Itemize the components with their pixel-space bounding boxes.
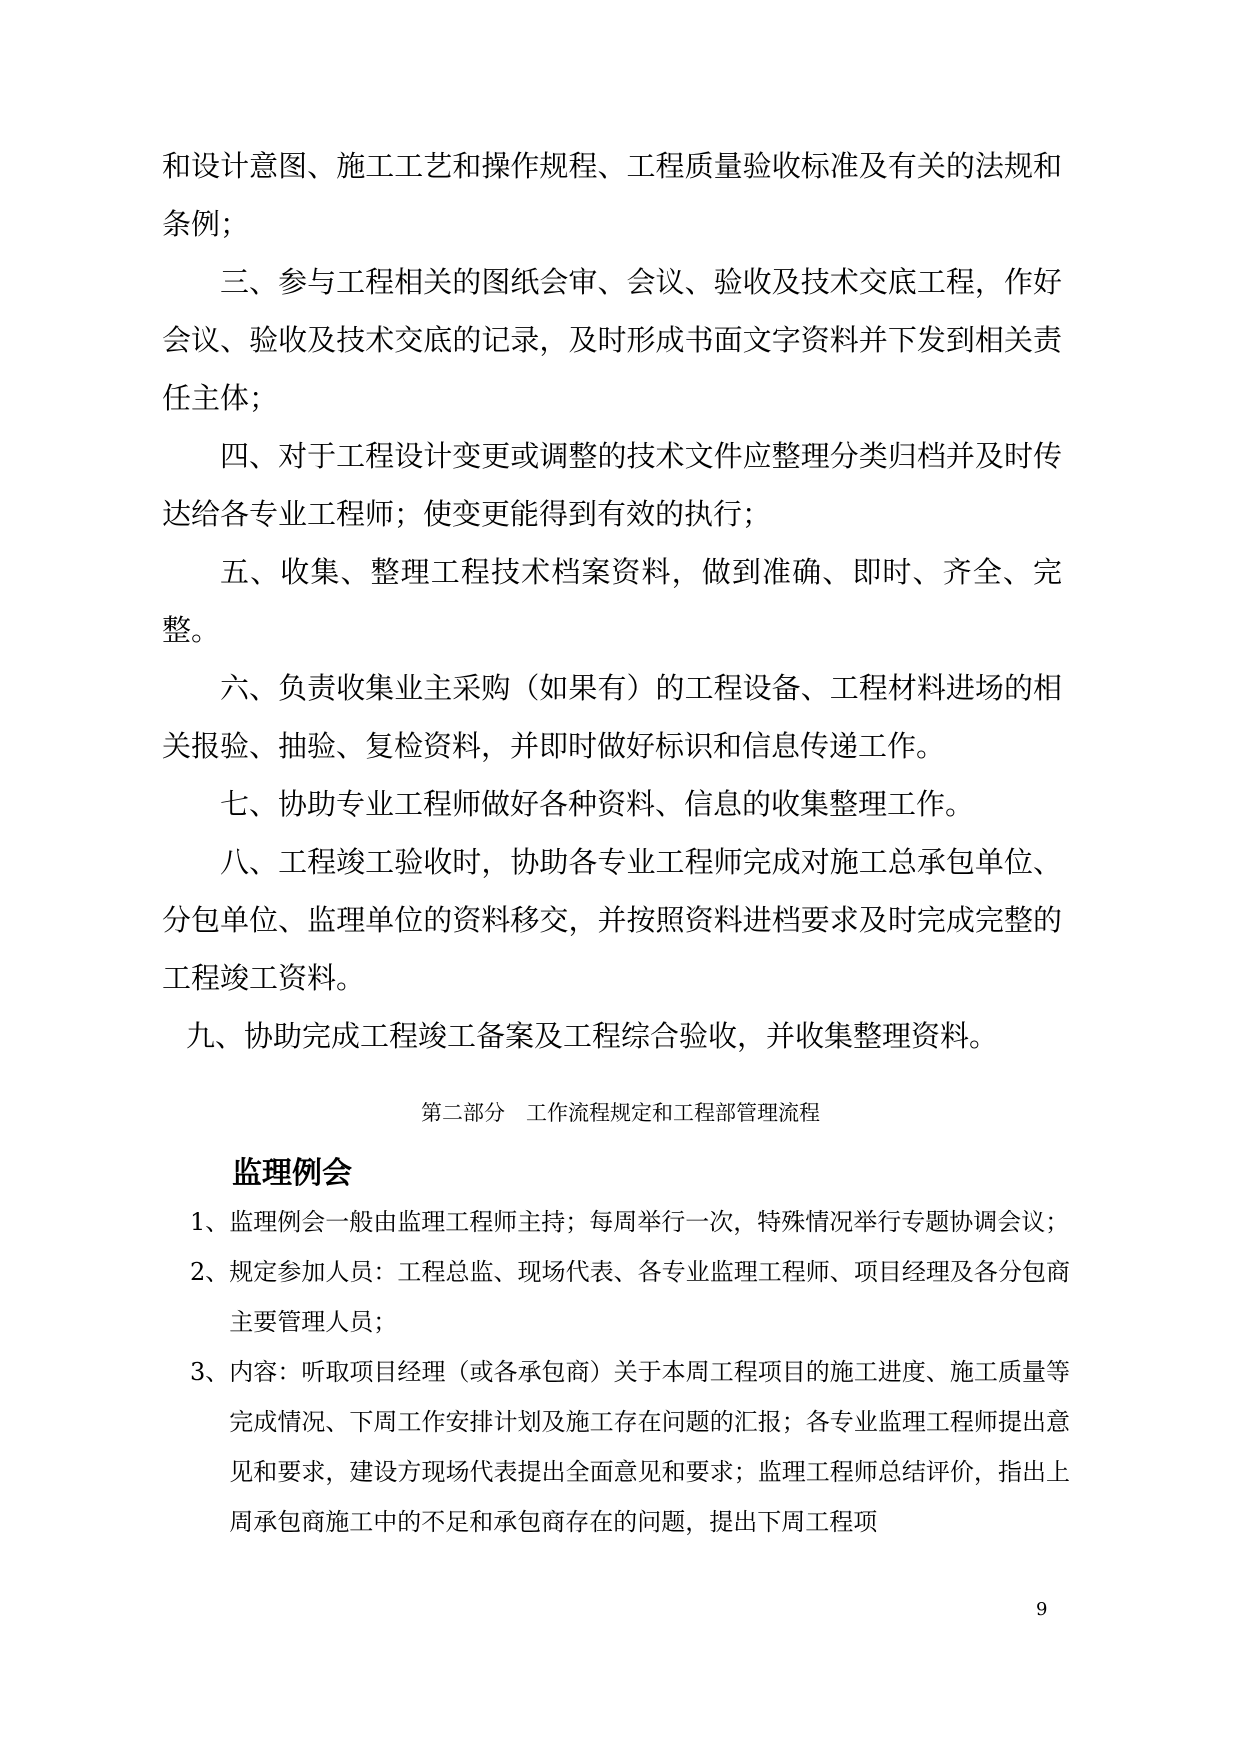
page-number: 9 bbox=[1036, 1599, 1048, 1620]
list-number: 3、 bbox=[190, 1358, 230, 1386]
paragraph-item-6: 六、负责收集业主采购（如果有）的工程设备、工程材料进场的相关报验、抽验、复检资料，并即时做好标识和信息传递工作。 bbox=[162, 671, 1062, 763]
paragraph-item-3: 三、参与工程相关的图纸会审、会议、验收及技术交底工程，作好会议、验收及技术交底的记录，及时形成书面文字资料并下发到相关责任主体； bbox=[162, 265, 1062, 415]
paragraph-item-7: 七、协助专业工程师做好各种资料、信息的收集整理工作。 bbox=[220, 787, 975, 821]
list-number: 1、 bbox=[190, 1208, 230, 1236]
section-title: 第二部分 工作流程规定和工程部管理流程 bbox=[421, 1101, 820, 1125]
list-text: 内容：听取项目经理（或各承包商）关于本周工程项目的施工进度、施工质量等完成情况、下周工作安排计划及施工存在问题的汇报；各专业监理工程师提出意见和要求，建设方现场代表提出全面意见和要求；监理工程师总结评价，指出上周承包商施工中的不足和承包商存在的问题，提出下周工程项 bbox=[229, 1358, 1070, 1536]
paragraph-item-4: 四、对于工程设计变更或调整的技术文件应整理分类归档并及时传达给各专业工程师；使变更能得到有效的执行； bbox=[162, 439, 1062, 531]
list-item bbox=[190, 1347, 1070, 1547]
list-text: 监理例会一般由监理工程师主持；每周举行一次，特殊情况举行专题协调会议； bbox=[229, 1208, 1070, 1236]
list-text: 规定参加人员：工程总监、现场代表、各专业监理工程师、项目经理及各分包商主要管理人员； bbox=[229, 1258, 1070, 1336]
list-number: 2、 bbox=[190, 1258, 230, 1286]
numbered-list bbox=[190, 1197, 1070, 1547]
paragraph-continuation: 和设计意图、施工工艺和操作规程、工程质量验收标准及有关的法规和条例； bbox=[162, 149, 1062, 241]
body-text bbox=[162, 137, 1062, 1065]
list-item bbox=[190, 1197, 1070, 1247]
paragraph-item-9: 九、协助完成工程竣工备案及工程综合验收，并收集整理资料。 bbox=[186, 1019, 999, 1053]
paragraph-item-8: 八、工程竣工验收时，协助各专业工程师完成对施工总承包单位、分包单位、监理单位的资料移交，并按照资料进档要求及时完成完整的工程竣工资料。 bbox=[162, 845, 1062, 995]
list-item bbox=[190, 1247, 1070, 1347]
heading-meeting: 监理例会 bbox=[232, 1156, 352, 1191]
paragraph-item-5: 五、收集、整理工程技术档案资料，做到准确、即时、齐全、完整。 bbox=[162, 555, 1062, 647]
